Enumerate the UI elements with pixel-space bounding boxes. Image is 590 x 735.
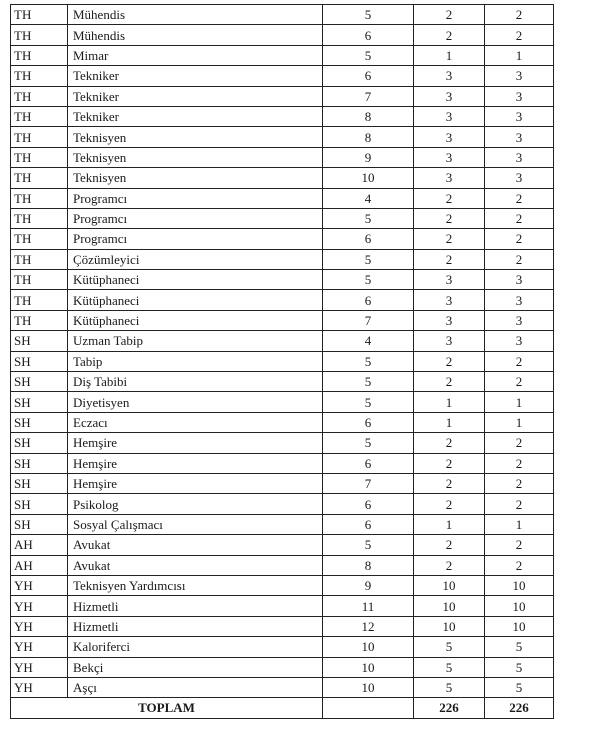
class-code-cell: TH (11, 25, 68, 45)
class-code-cell: TH (11, 188, 68, 208)
table-row (11, 596, 554, 616)
grade-cell: 6 (323, 66, 414, 86)
count-a-cell: 2 (414, 5, 485, 25)
count-a-cell: 5 (414, 657, 485, 677)
count-a-cell: 3 (414, 331, 485, 351)
position-title-cell: Sosyal Çalışmacı (68, 514, 323, 534)
class-code-cell: YH (11, 657, 68, 677)
count-a-cell: 2 (414, 249, 485, 269)
position-title-cell: Programcı (68, 188, 323, 208)
table-row (11, 208, 554, 228)
count-a-cell: 2 (414, 372, 485, 392)
position-title-cell: Aşçı (68, 677, 323, 697)
position-title-cell: Kaloriferci (68, 637, 323, 657)
count-b-cell: 2 (485, 25, 554, 45)
count-b-cell: 2 (485, 188, 554, 208)
count-b-cell: 1 (485, 514, 554, 534)
class-code-cell: SH (11, 494, 68, 514)
class-code-cell: SH (11, 433, 68, 453)
grade-cell: 8 (323, 106, 414, 126)
count-a-cell: 2 (414, 208, 485, 228)
table-row (11, 657, 554, 677)
class-code-cell: TH (11, 229, 68, 249)
table-row (11, 66, 554, 86)
count-a-cell: 3 (414, 106, 485, 126)
grade-cell: 10 (323, 677, 414, 697)
count-a-cell: 3 (414, 270, 485, 290)
position-title-cell: Diyetisyen (68, 392, 323, 412)
count-b-cell: 10 (485, 616, 554, 636)
count-a-cell: 10 (414, 575, 485, 595)
position-title-cell: Tekniker (68, 86, 323, 106)
table-row (11, 86, 554, 106)
table-row (11, 514, 554, 534)
count-a-cell: 2 (414, 433, 485, 453)
count-b-cell: 1 (485, 412, 554, 432)
table-row (11, 270, 554, 290)
count-a-cell: 3 (414, 86, 485, 106)
count-a-cell: 2 (414, 473, 485, 493)
grade-cell: 6 (323, 494, 414, 514)
count-a-cell: 10 (414, 596, 485, 616)
table-row (11, 616, 554, 636)
table-row (11, 473, 554, 493)
table-row (11, 127, 554, 147)
table-body (11, 5, 554, 698)
position-title-cell: Mühendis (68, 25, 323, 45)
count-b-cell: 2 (485, 473, 554, 493)
count-a-cell: 3 (414, 66, 485, 86)
count-a-cell: 2 (414, 494, 485, 514)
class-code-cell: SH (11, 331, 68, 351)
class-code-cell: TH (11, 86, 68, 106)
class-code-cell: YH (11, 637, 68, 657)
class-code-cell: TH (11, 270, 68, 290)
grade-cell: 5 (323, 249, 414, 269)
count-b-cell: 2 (485, 208, 554, 228)
count-a-cell: 5 (414, 637, 485, 657)
grade-cell: 4 (323, 331, 414, 351)
grade-cell: 8 (323, 555, 414, 575)
count-a-cell: 3 (414, 147, 485, 167)
table-row (11, 351, 554, 371)
table-row (11, 637, 554, 657)
grade-cell: 4 (323, 188, 414, 208)
grade-cell: 5 (323, 433, 414, 453)
count-b-cell: 10 (485, 596, 554, 616)
count-b-cell: 1 (485, 45, 554, 65)
position-title-cell: Uzman Tabip (68, 331, 323, 351)
class-code-cell: YH (11, 596, 68, 616)
count-b-cell: 3 (485, 310, 554, 330)
position-title-cell: Teknisyen (68, 147, 323, 167)
count-b-cell: 2 (485, 494, 554, 514)
grade-cell: 5 (323, 208, 414, 228)
table-row (11, 106, 554, 126)
total-empty-cell (323, 698, 414, 718)
position-title-cell: Bekçi (68, 657, 323, 677)
class-code-cell: SH (11, 351, 68, 371)
table-row (11, 433, 554, 453)
class-code-cell: TH (11, 5, 68, 25)
position-title-cell: Programcı (68, 229, 323, 249)
count-a-cell: 1 (414, 412, 485, 432)
grade-cell: 9 (323, 575, 414, 595)
class-code-cell: TH (11, 249, 68, 269)
count-b-cell: 3 (485, 168, 554, 188)
count-b-cell: 2 (485, 535, 554, 555)
class-code-cell: SH (11, 514, 68, 534)
class-code-cell: TH (11, 290, 68, 310)
class-code-cell: YH (11, 575, 68, 595)
grade-cell: 10 (323, 168, 414, 188)
grade-cell: 5 (323, 372, 414, 392)
count-b-cell: 5 (485, 637, 554, 657)
class-code-cell: TH (11, 208, 68, 228)
count-a-cell: 2 (414, 535, 485, 555)
count-b-cell: 2 (485, 249, 554, 269)
position-title-cell: Hemşire (68, 473, 323, 493)
count-a-cell: 2 (414, 453, 485, 473)
position-title-cell: Tekniker (68, 106, 323, 126)
grade-cell: 5 (323, 535, 414, 555)
count-a-cell: 1 (414, 514, 485, 534)
position-title-cell: Teknisyen (68, 127, 323, 147)
total-label: TOPLAM (11, 698, 323, 718)
table-row (11, 229, 554, 249)
count-b-cell: 5 (485, 677, 554, 697)
total-row (11, 698, 554, 718)
count-b-cell: 3 (485, 86, 554, 106)
grade-cell: 10 (323, 637, 414, 657)
count-a-cell: 3 (414, 310, 485, 330)
count-a-cell: 2 (414, 188, 485, 208)
table-row (11, 249, 554, 269)
class-code-cell: AH (11, 555, 68, 575)
count-b-cell: 1 (485, 392, 554, 412)
grade-cell: 6 (323, 229, 414, 249)
table-row (11, 310, 554, 330)
count-a-cell: 1 (414, 45, 485, 65)
position-title-cell: Avukat (68, 555, 323, 575)
grade-cell: 6 (323, 514, 414, 534)
position-title-cell: Hemşire (68, 433, 323, 453)
count-a-cell: 2 (414, 229, 485, 249)
class-code-cell: TH (11, 168, 68, 188)
grade-cell: 5 (323, 392, 414, 412)
count-b-cell: 2 (485, 372, 554, 392)
table-row (11, 25, 554, 45)
count-b-cell: 3 (485, 290, 554, 310)
count-b-cell: 2 (485, 433, 554, 453)
count-a-cell: 3 (414, 127, 485, 147)
class-code-cell: SH (11, 372, 68, 392)
grade-cell: 5 (323, 351, 414, 371)
position-title-cell: Diş Tabibi (68, 372, 323, 392)
position-title-cell: Kütüphaneci (68, 270, 323, 290)
class-code-cell: SH (11, 473, 68, 493)
position-title-cell: Mühendis (68, 5, 323, 25)
grade-cell: 6 (323, 25, 414, 45)
position-title-cell: Teknisyen Yardımcısı (68, 575, 323, 595)
class-code-cell: TH (11, 127, 68, 147)
table-row (11, 494, 554, 514)
class-code-cell: YH (11, 677, 68, 697)
grade-cell: 5 (323, 5, 414, 25)
count-b-cell: 3 (485, 270, 554, 290)
class-code-cell: TH (11, 45, 68, 65)
total-value-b: 226 (485, 698, 554, 718)
class-code-cell: AH (11, 535, 68, 555)
count-b-cell: 2 (485, 351, 554, 371)
count-b-cell: 3 (485, 331, 554, 351)
position-title-cell: Teknisyen (68, 168, 323, 188)
total-value-a: 226 (414, 698, 485, 718)
grade-cell: 12 (323, 616, 414, 636)
table-row (11, 45, 554, 65)
class-code-cell: SH (11, 392, 68, 412)
count-a-cell: 10 (414, 616, 485, 636)
grade-cell: 7 (323, 473, 414, 493)
count-a-cell: 3 (414, 290, 485, 310)
position-title-cell: Tekniker (68, 66, 323, 86)
position-title-cell: Çözümleyici (68, 249, 323, 269)
grade-cell: 5 (323, 270, 414, 290)
table-row (11, 147, 554, 167)
position-title-cell: Tabip (68, 351, 323, 371)
staff-table-sheet (10, 4, 553, 719)
class-code-cell: SH (11, 453, 68, 473)
count-a-cell: 2 (414, 555, 485, 575)
class-code-cell: TH (11, 66, 68, 86)
class-code-cell: TH (11, 147, 68, 167)
class-code-cell: SH (11, 412, 68, 432)
grade-cell: 11 (323, 596, 414, 616)
class-code-cell: TH (11, 310, 68, 330)
table-row (11, 412, 554, 432)
grade-cell: 8 (323, 127, 414, 147)
grade-cell: 7 (323, 86, 414, 106)
count-b-cell: 2 (485, 555, 554, 575)
count-b-cell: 10 (485, 575, 554, 595)
table-row (11, 677, 554, 697)
grade-cell: 5 (323, 45, 414, 65)
count-b-cell: 3 (485, 127, 554, 147)
position-title-cell: Mimar (68, 45, 323, 65)
table-row (11, 453, 554, 473)
position-title-cell: Kütüphaneci (68, 290, 323, 310)
position-title-cell: Programcı (68, 208, 323, 228)
table-row (11, 372, 554, 392)
count-a-cell: 3 (414, 168, 485, 188)
count-b-cell: 3 (485, 66, 554, 86)
grade-cell: 10 (323, 657, 414, 677)
grade-cell: 9 (323, 147, 414, 167)
count-b-cell: 2 (485, 453, 554, 473)
table-row (11, 168, 554, 188)
class-code-cell: TH (11, 106, 68, 126)
position-title-cell: Kütüphaneci (68, 310, 323, 330)
staff-positions-table (10, 4, 554, 719)
position-title-cell: Hizmetli (68, 616, 323, 636)
table-row (11, 575, 554, 595)
table-row (11, 331, 554, 351)
grade-cell: 6 (323, 412, 414, 432)
position-title-cell: Hizmetli (68, 596, 323, 616)
table-row (11, 392, 554, 412)
position-title-cell: Eczacı (68, 412, 323, 432)
position-title-cell: Psikolog (68, 494, 323, 514)
count-a-cell: 2 (414, 351, 485, 371)
table-row (11, 5, 554, 25)
grade-cell: 6 (323, 453, 414, 473)
count-b-cell: 2 (485, 5, 554, 25)
table-row (11, 188, 554, 208)
grade-cell: 7 (323, 310, 414, 330)
table-row (11, 555, 554, 575)
table-row (11, 290, 554, 310)
position-title-cell: Avukat (68, 535, 323, 555)
grade-cell: 6 (323, 290, 414, 310)
count-b-cell: 3 (485, 106, 554, 126)
table-row (11, 535, 554, 555)
count-b-cell: 5 (485, 657, 554, 677)
class-code-cell: YH (11, 616, 68, 636)
position-title-cell: Hemşire (68, 453, 323, 473)
count-a-cell: 2 (414, 25, 485, 45)
count-a-cell: 5 (414, 677, 485, 697)
count-b-cell: 2 (485, 229, 554, 249)
count-a-cell: 1 (414, 392, 485, 412)
count-b-cell: 3 (485, 147, 554, 167)
